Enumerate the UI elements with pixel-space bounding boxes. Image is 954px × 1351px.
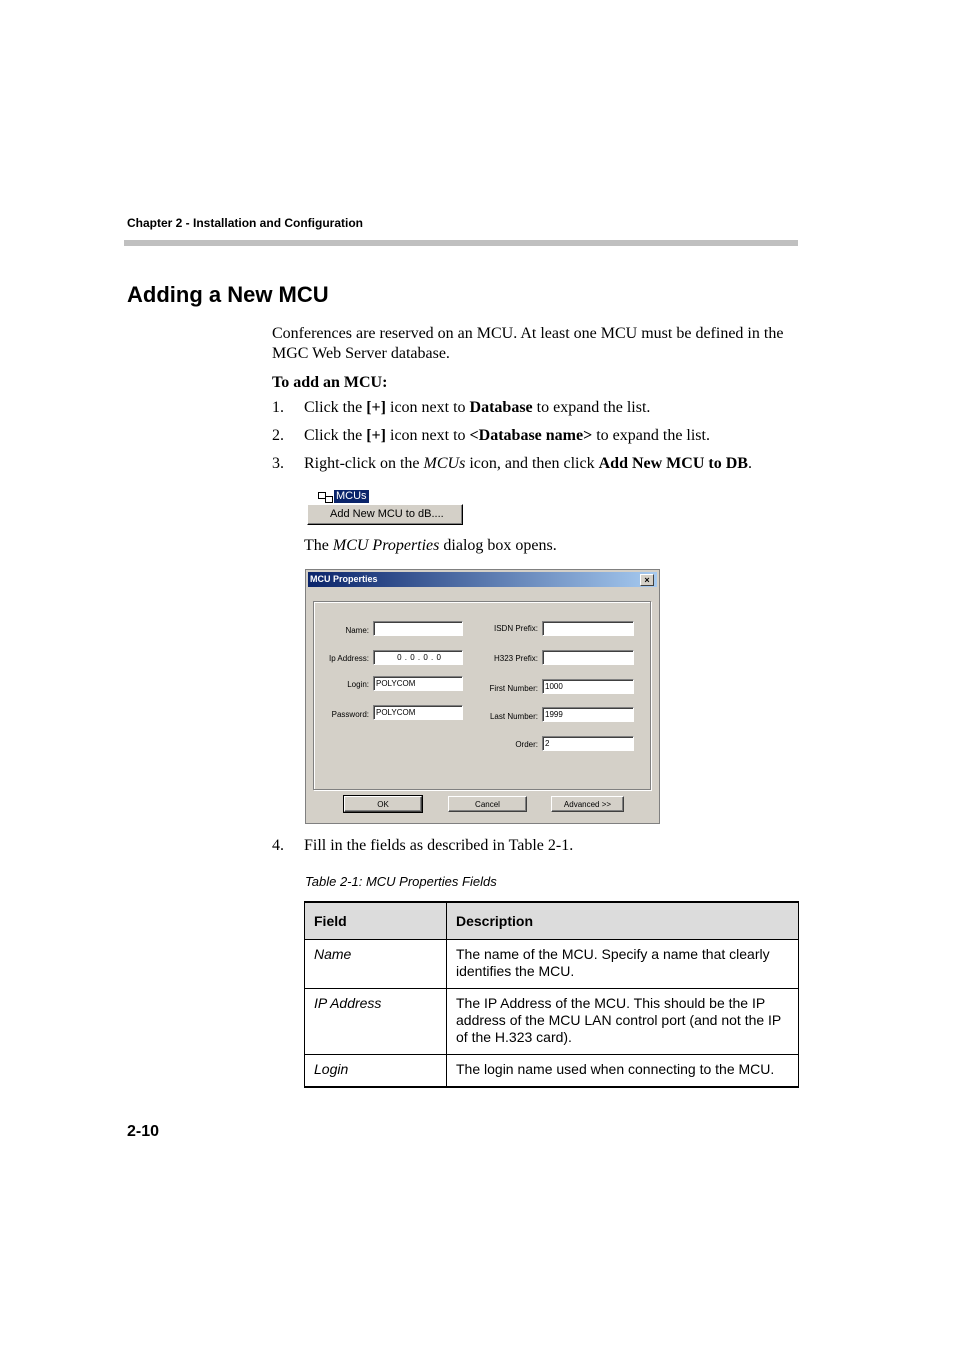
- close-icon[interactable]: ×: [640, 574, 654, 586]
- last-number-field[interactable]: 1999: [542, 707, 634, 722]
- chapter-header: Chapter 2 - Installation and Configuration: [127, 216, 364, 230]
- step-3: 3. Right-click on the MCUs icon, and then click Add New MCU to DB.: [272, 455, 752, 472]
- isdn-prefix-field[interactable]: [542, 621, 634, 636]
- dialog-opens-text: The MCU Properties dialog box opens.: [304, 537, 557, 554]
- field-cell: Name: [305, 940, 447, 989]
- h323-prefix-field[interactable]: [542, 650, 634, 665]
- page-number: 2-10: [127, 1123, 160, 1140]
- isdn-prefix-label: ISDN Prefix:: [493, 624, 538, 633]
- login-field[interactable]: POLYCOM: [373, 676, 463, 691]
- mcu-properties-table: [304, 901, 799, 1088]
- password-field[interactable]: POLYCOM: [373, 705, 463, 720]
- ip-address-field[interactable]: 0 . 0 . 0 . 0: [373, 650, 463, 665]
- procedure-title: To add an MCU:: [272, 374, 388, 391]
- add-new-mcu-menu-item[interactable]: Add New MCU to dB....: [307, 504, 463, 525]
- order-label: Order:: [515, 740, 538, 749]
- first-number-field[interactable]: 1000: [542, 679, 634, 694]
- advanced-button[interactable]: Advanced >>: [551, 796, 624, 812]
- field-cell: Login: [305, 1055, 447, 1088]
- context-menu-snippet: [306, 488, 464, 526]
- first-number-label: First Number:: [489, 684, 538, 693]
- step-4: 4. Fill in the fields as described in Table 2-1.: [272, 837, 574, 854]
- h323-prefix-label: H323 Prefix:: [493, 654, 538, 663]
- ok-button[interactable]: OK: [344, 796, 422, 812]
- description-cell: The login name used when connecting to the MCU.: [447, 1055, 799, 1088]
- header-rule: [124, 240, 798, 246]
- order-field[interactable]: 2: [542, 736, 634, 751]
- column-header-description: Description: [447, 902, 799, 940]
- cancel-button[interactable]: Cancel: [448, 796, 527, 812]
- step-2: 2. Click the [+] icon next to <Database name> to expand the list.: [272, 427, 710, 444]
- step-1: 1. Click the [+] icon next to Database to expand the list.: [272, 399, 651, 416]
- table-row: [305, 1055, 799, 1088]
- ip-address-label: Ip Address:: [328, 654, 369, 663]
- tree-node-mcus[interactable]: MCUs: [316, 489, 369, 503]
- dialog-titlebar: MCU Properties ×: [308, 572, 657, 587]
- section-title: Adding a New MCU: [127, 282, 329, 307]
- table-header-row: [305, 902, 799, 940]
- description-cell: The name of the MCU. Specify a name that clearly identifies the MCU.: [447, 940, 799, 989]
- column-header-field: Field: [305, 902, 447, 940]
- table-row: [305, 940, 799, 989]
- table-caption: Table 2-1: MCU Properties Fields: [305, 874, 497, 889]
- name-label: Name:: [345, 626, 369, 635]
- intro-paragraph: Conferences are reserved on an MCU. At least one MCU must be defined in the MGC Web Server database.: [272, 325, 784, 362]
- description-cell: The IP Address of the MCU. This should be the IP address of the MCU LAN control port (and not the IP of the H.323 card).: [447, 989, 799, 1055]
- name-field[interactable]: [373, 621, 463, 636]
- login-label: Login:: [347, 680, 369, 689]
- mcu-network-icon: [316, 490, 334, 502]
- field-cell: IP Address: [305, 989, 447, 1055]
- last-number-label: Last Number:: [489, 712, 538, 721]
- mcu-properties-dialog: [305, 569, 660, 824]
- table-row: [305, 989, 799, 1055]
- password-label: Password:: [331, 710, 369, 719]
